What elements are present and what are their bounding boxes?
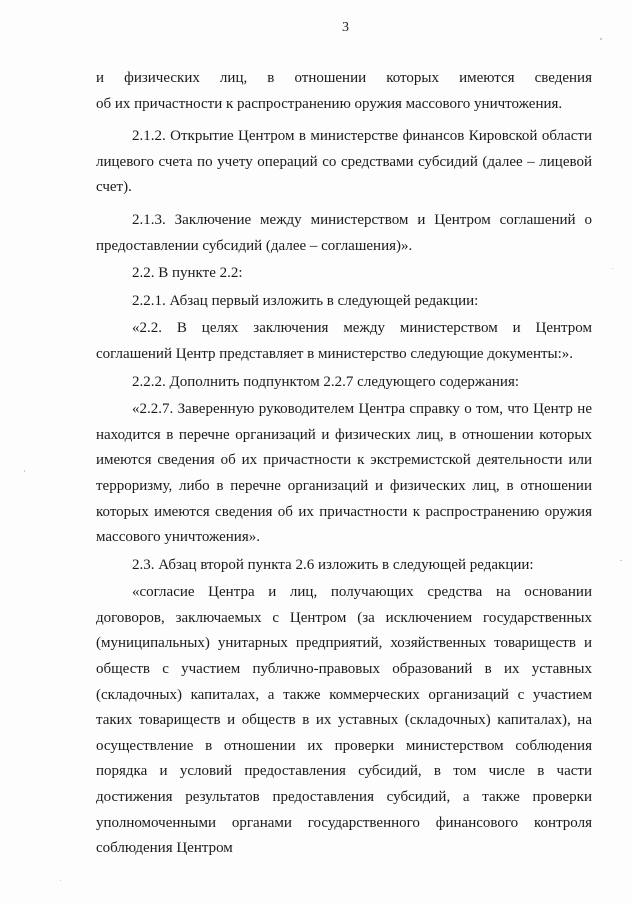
paragraph-continuation	[96, 66, 592, 117]
paragraph-2-2-1: 2.2.1. Абзац первый изложить в следующей редакции:	[132, 292, 479, 309]
document-body	[96, 66, 592, 862]
scan-speck	[612, 268, 613, 269]
paragraph-2-3: 2.3. Абзац второй пункта 2.6 изложить в следующей редакции:	[132, 556, 534, 573]
paragraph-continuation-first-line: и физических лиц, в отношении которых имеются сведения	[96, 70, 592, 86]
paragraph-quote-consent: «согласие Центра и лиц, получающих средства на основании договоров, заключаемых с Центром (за исключением государственных (муниципальных) унитарных предприятий, хозяйственных товариществ и обществ с участием публично-правовых образований в их уставных (складочных) капиталах, а также коммерческих организаций с участием таких товариществ и обществ в их уставных (складочных) капиталах), на осуществление в отношении их проверки министерством соблюдения порядка и условий предоставления субсидий, в том числе в части достижения результатов предоставления субсидий, а также проверки уполномоченными органами государственного финансового контроля соблюдения Центром	[96, 584, 592, 857]
paragraph-2-2: 2.2. В пункте 2.2:	[132, 265, 243, 282]
paragraph-continuation-rest: об их причастности к распространению оружия массового уничтожения.	[96, 95, 563, 112]
scan-speck	[620, 560, 622, 561]
paragraph-quote-2-2: «2.2. В целях заключения между министерством и Центром соглашений Центр представляет в министерство следующие документы:».	[96, 320, 592, 362]
scan-speck	[60, 880, 61, 881]
page-number: 3	[342, 20, 349, 35]
scan-speck	[600, 38, 602, 40]
scan-speck	[24, 470, 25, 472]
paragraph-quote-2-2-7: «2.2.7. Заверенную руководителем Центра справку о том, что Центр не находится в перечне организаций и физических лиц, в отношении которых имеются сведения об их причастности к экстремистской деятельности или терроризму, либо в перечне организаций и физических лиц, в отношении которых имеются сведения об их причастности к распространению оружия массового уничтожения».	[96, 401, 592, 546]
paragraph-2-1-3: 2.1.3. Заключение между министерством и Центром соглашений о предоставлении субсидий (далее – соглашения)».	[96, 211, 592, 254]
paragraph-2-2-2: 2.2.2. Дополнить подпунктом 2.2.7 следующего содержания:	[132, 373, 520, 390]
paragraph-2-1-2: 2.1.2. Открытие Центром в министерстве финансов Кировской области лицевого счета по учету операций со средствами субсидий (далее – лицевой счет).	[96, 128, 592, 196]
